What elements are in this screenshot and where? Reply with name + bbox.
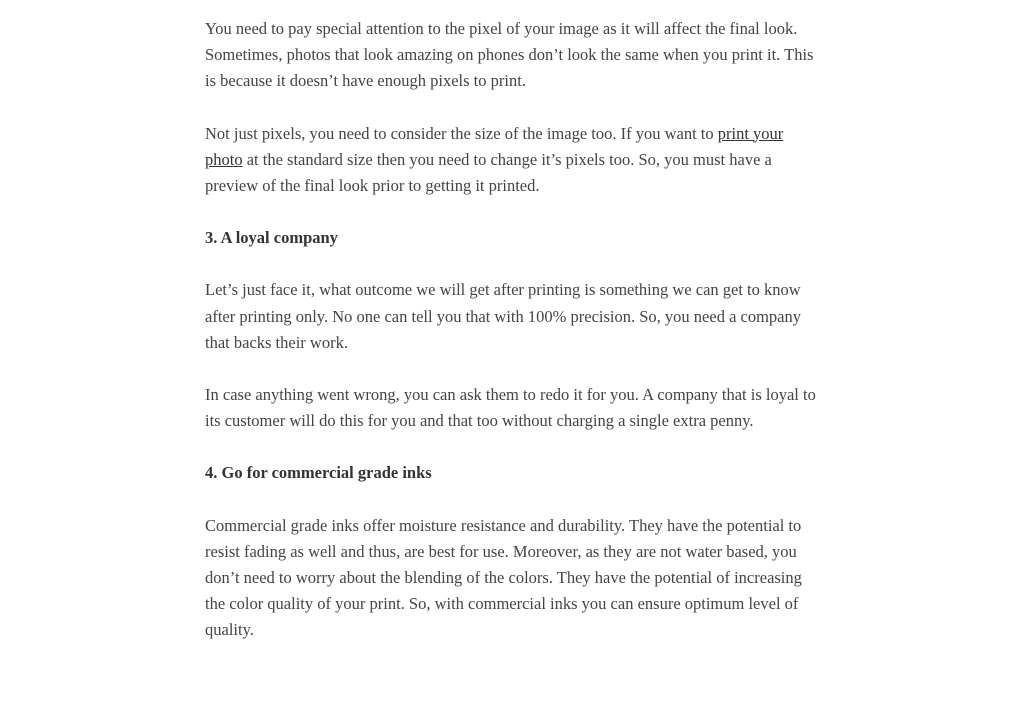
article-body: [205, 16, 817, 670]
paragraph-commercial-inks: Commercial grade inks offer moisture resistance and durability. They have the potential to resist fading as well and thus, are best for use. Moreover, as they are not water based, you don’t need to worry about the blending of the colors. They have the potential of increasing the color quality of your print. So, with commercial inks you can ensure optimum level of quality.: [205, 515, 802, 640]
paragraph-text-start: Not just pixels, you need to consider the size of the image too. If you want to: [205, 123, 718, 143]
paragraph-redo: In case anything went wrong, you can ask them to redo it for you. A company that is loyal to its customer will do this for you and that too without charging a single extra penny.: [205, 385, 816, 431]
heading-loyal-company: 3. A loyal company: [205, 228, 338, 248]
paragraph-pixel-attention: You need to pay special attention to the pixel of your image as it will affect the final look. Sometimes, photos that look amazing on phones don’t look the same when you print it. This is because it doesn’t have enough pixels to print.: [205, 19, 814, 91]
paragraph-outcome: Let’s just face it, what outcome we will get after printing is something we can get to know after printing only. No one can tell you that with 100% precision. So, you need a company that backs their work.: [205, 280, 801, 352]
print-your-photo-link[interactable]: print your photo: [205, 123, 784, 169]
paragraph-text-end: at the standard size then you need to change it’s pixels too. So, you must have a preview of the final look prior to getting it printed.: [205, 149, 772, 196]
paragraph-image-size: [205, 121, 817, 200]
heading-commercial-inks: 4. Go for commercial grade inks: [205, 463, 432, 483]
